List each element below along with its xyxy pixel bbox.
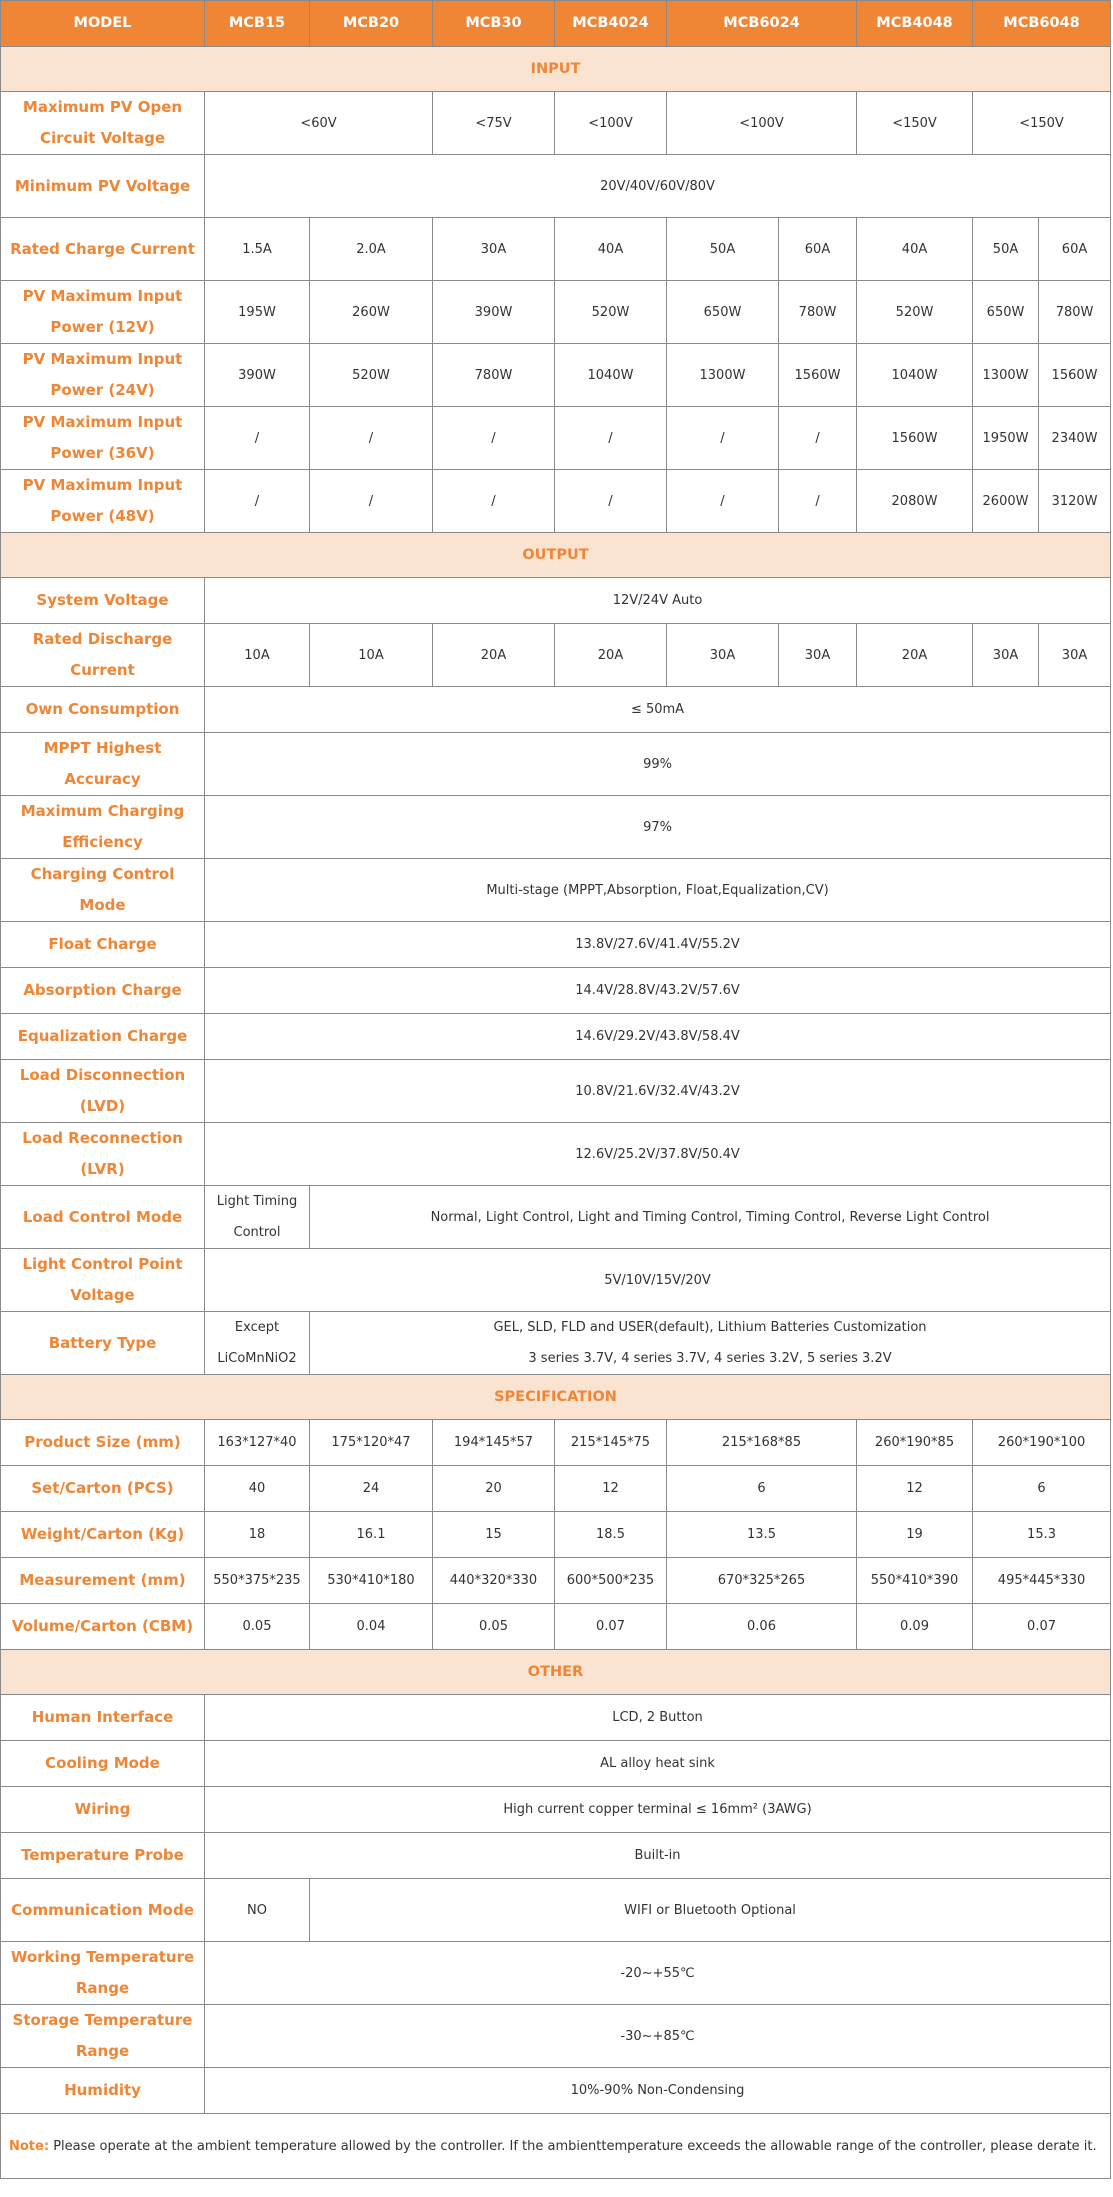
cell: 15 bbox=[433, 1512, 555, 1558]
cell: 1.5A bbox=[205, 218, 310, 281]
section-output bbox=[1, 533, 1111, 578]
cell: 600*500*235 bbox=[555, 1558, 667, 1604]
section-title: SPECIFICATION bbox=[1, 1375, 1111, 1420]
cell: 30A bbox=[973, 624, 1039, 687]
cell: 10A bbox=[310, 624, 433, 687]
cell: 1040W bbox=[857, 344, 973, 407]
cell: 97% bbox=[205, 796, 1111, 859]
row-rated-discharge bbox=[1, 624, 1111, 687]
row-lvr bbox=[1, 1123, 1111, 1186]
cell: 10.8V/21.6V/32.4V/43.2V bbox=[205, 1060, 1111, 1123]
section-title: OUTPUT bbox=[1, 533, 1111, 578]
cell: 15.3 bbox=[973, 1512, 1111, 1558]
cell: / bbox=[779, 407, 857, 470]
row-wiring bbox=[1, 1787, 1111, 1833]
row-label: Maximum Charging Efficiency bbox=[1, 796, 205, 859]
row-label: MPPT Highest Accuracy bbox=[1, 733, 205, 796]
cell: 0.07 bbox=[973, 1604, 1111, 1650]
row-pv-max-12v bbox=[1, 281, 1111, 344]
cell: 12 bbox=[555, 1466, 667, 1512]
cell: 2340W bbox=[1039, 407, 1111, 470]
row-set-carton bbox=[1, 1466, 1111, 1512]
row-label: Weight/Carton (Kg) bbox=[1, 1512, 205, 1558]
row-working-temp bbox=[1, 1942, 1111, 2005]
cell: 520W bbox=[555, 281, 667, 344]
row-label: Set/Carton (PCS) bbox=[1, 1466, 205, 1512]
model-mcb20: MCB20 bbox=[310, 1, 433, 47]
cell: 1300W bbox=[667, 344, 779, 407]
row-label: System Voltage bbox=[1, 578, 205, 624]
cell: 30A bbox=[1039, 624, 1111, 687]
row-pv-max-36v bbox=[1, 407, 1111, 470]
cell: 6 bbox=[667, 1466, 857, 1512]
cell: 50A bbox=[973, 218, 1039, 281]
cell: / bbox=[205, 407, 310, 470]
cell: <60V bbox=[205, 92, 433, 155]
row-storage-temp bbox=[1, 2005, 1111, 2068]
cell: ≤ 50mA bbox=[205, 687, 1111, 733]
row-measurement bbox=[1, 1558, 1111, 1604]
cell: 550*375*235 bbox=[205, 1558, 310, 1604]
note-text: Please operate at the ambient temperature allowed by the controller. If the ambienttemperature exceeds the allowable range of the controller, please derate it. bbox=[53, 2138, 1097, 2154]
row-lvd bbox=[1, 1060, 1111, 1123]
cell: 1560W bbox=[857, 407, 973, 470]
row-cooling-mode bbox=[1, 1741, 1111, 1787]
section-specification bbox=[1, 1375, 1111, 1420]
cell: Built-in bbox=[205, 1833, 1111, 1879]
cell: 530*410*180 bbox=[310, 1558, 433, 1604]
note-cell bbox=[1, 2114, 1111, 2179]
cell: LCD, 2 Button bbox=[205, 1695, 1111, 1741]
cell: 12.6V/25.2V/37.8V/50.4V bbox=[205, 1123, 1111, 1186]
cell: 20A bbox=[433, 624, 555, 687]
cell: 14.4V/28.8V/43.2V/57.6V bbox=[205, 968, 1111, 1014]
cell: 780W bbox=[1039, 281, 1111, 344]
cell: / bbox=[555, 470, 667, 533]
row-equalization-charge bbox=[1, 1014, 1111, 1060]
cell: 194*145*57 bbox=[433, 1420, 555, 1466]
row-charging-mode bbox=[1, 859, 1111, 922]
cell: 13.5 bbox=[667, 1512, 857, 1558]
model-mcb6048: MCB6048 bbox=[973, 1, 1111, 47]
row-absorption-charge bbox=[1, 968, 1111, 1014]
cell: 520W bbox=[310, 344, 433, 407]
section-title: INPUT bbox=[1, 47, 1111, 92]
cell: 5V/10V/15V/20V bbox=[205, 1249, 1111, 1312]
cell: 20A bbox=[555, 624, 667, 687]
row-humidity bbox=[1, 2068, 1111, 2114]
cell: / bbox=[555, 407, 667, 470]
row-label: Working Temperature Range bbox=[1, 1942, 205, 2005]
cell: 30A bbox=[779, 624, 857, 687]
row-label: Measurement (mm) bbox=[1, 1558, 205, 1604]
row-min-pv bbox=[1, 155, 1111, 218]
cell: / bbox=[433, 407, 555, 470]
section-title: OTHER bbox=[1, 1650, 1111, 1695]
row-label: Float Charge bbox=[1, 922, 205, 968]
row-label: Light Control Point Voltage bbox=[1, 1249, 205, 1312]
cell: <75V bbox=[433, 92, 555, 155]
cell: 260*190*85 bbox=[857, 1420, 973, 1466]
cell: 780W bbox=[779, 281, 857, 344]
cell: 20V/40V/60V/80V bbox=[205, 155, 1111, 218]
row-label: Volume/Carton (CBM) bbox=[1, 1604, 205, 1650]
row-label: Own Consumption bbox=[1, 687, 205, 733]
cell: 6 bbox=[973, 1466, 1111, 1512]
row-label: Wiring bbox=[1, 1787, 205, 1833]
cell: 24 bbox=[310, 1466, 433, 1512]
row-communication bbox=[1, 1879, 1111, 1942]
note-label: Note: bbox=[9, 2138, 50, 2154]
row-label: Maximum PV Open Circuit Voltage bbox=[1, 92, 205, 155]
cell: 0.05 bbox=[433, 1604, 555, 1650]
note-row bbox=[1, 2114, 1111, 2179]
row-label: Load Control Mode bbox=[1, 1186, 205, 1249]
cell: 0.04 bbox=[310, 1604, 433, 1650]
cell: 495*445*330 bbox=[973, 1558, 1111, 1604]
cell: 50A bbox=[667, 218, 779, 281]
cell: 195W bbox=[205, 281, 310, 344]
cell: 60A bbox=[1039, 218, 1111, 281]
row-label: PV Maximum Input Power (36V) bbox=[1, 407, 205, 470]
row-label: Cooling Mode bbox=[1, 1741, 205, 1787]
cell: High current copper terminal ≤ 16mm² (3AWG) bbox=[205, 1787, 1111, 1833]
cell: AL alloy heat sink bbox=[205, 1741, 1111, 1787]
row-label: Battery Type bbox=[1, 1312, 205, 1375]
section-other bbox=[1, 1650, 1111, 1695]
header-row bbox=[1, 1, 1111, 47]
cell: 390W bbox=[433, 281, 555, 344]
cell: 1300W bbox=[973, 344, 1039, 407]
row-label: PV Maximum Input Power (12V) bbox=[1, 281, 205, 344]
row-max-pv-open bbox=[1, 92, 1111, 155]
row-label: Absorption Charge bbox=[1, 968, 205, 1014]
row-own-consumption bbox=[1, 687, 1111, 733]
row-volume-carton bbox=[1, 1604, 1111, 1650]
row-label: Charging Control Mode bbox=[1, 859, 205, 922]
cell: 650W bbox=[973, 281, 1039, 344]
row-system-voltage bbox=[1, 578, 1111, 624]
row-label: Equalization Charge bbox=[1, 1014, 205, 1060]
cell: 20A bbox=[857, 624, 973, 687]
cell: 40A bbox=[857, 218, 973, 281]
cell: 18.5 bbox=[555, 1512, 667, 1558]
cell: 2600W bbox=[973, 470, 1039, 533]
row-label: Load Reconnection (LVR) bbox=[1, 1123, 205, 1186]
cell: 650W bbox=[667, 281, 779, 344]
cell: 19 bbox=[857, 1512, 973, 1558]
cell: 440*320*330 bbox=[433, 1558, 555, 1604]
cell: 1560W bbox=[1039, 344, 1111, 407]
cell: 1560W bbox=[779, 344, 857, 407]
row-label: Human Interface bbox=[1, 1695, 205, 1741]
cell: 16.1 bbox=[310, 1512, 433, 1558]
section-input bbox=[1, 47, 1111, 92]
row-battery-type bbox=[1, 1312, 1111, 1375]
cell: NO bbox=[205, 1879, 310, 1942]
row-load-control bbox=[1, 1186, 1111, 1249]
cell: 520W bbox=[857, 281, 973, 344]
cell: 175*120*47 bbox=[310, 1420, 433, 1466]
row-human-interface bbox=[1, 1695, 1111, 1741]
row-label: Load Disconnection (LVD) bbox=[1, 1060, 205, 1123]
row-product-size bbox=[1, 1420, 1111, 1466]
row-label: Minimum PV Voltage bbox=[1, 155, 205, 218]
row-light-point bbox=[1, 1249, 1111, 1312]
cell: 215*168*85 bbox=[667, 1420, 857, 1466]
cell: 0.06 bbox=[667, 1604, 857, 1650]
cell: 20 bbox=[433, 1466, 555, 1512]
cell: 670*325*265 bbox=[667, 1558, 857, 1604]
cell: 30A bbox=[667, 624, 779, 687]
cell: WIFI or Bluetooth Optional bbox=[310, 1879, 1111, 1942]
cell: 2080W bbox=[857, 470, 973, 533]
cell: / bbox=[667, 470, 779, 533]
row-pv-max-24v bbox=[1, 344, 1111, 407]
cell: Light Timing Control bbox=[205, 1186, 310, 1249]
cell: / bbox=[205, 470, 310, 533]
row-label: Humidity bbox=[1, 2068, 205, 2114]
cell: <100V bbox=[667, 92, 857, 155]
cell: 390W bbox=[205, 344, 310, 407]
cell: 0.07 bbox=[555, 1604, 667, 1650]
row-mppt-accuracy bbox=[1, 733, 1111, 796]
cell: 0.09 bbox=[857, 1604, 973, 1650]
cell: 13.8V/27.6V/41.4V/55.2V bbox=[205, 922, 1111, 968]
row-pv-max-48v bbox=[1, 470, 1111, 533]
model-mcb30: MCB30 bbox=[433, 1, 555, 47]
cell: -30~+85℃ bbox=[205, 2005, 1111, 2068]
row-label: Product Size (mm) bbox=[1, 1420, 205, 1466]
cell: / bbox=[667, 407, 779, 470]
row-label: PV Maximum Input Power (24V) bbox=[1, 344, 205, 407]
cell: 10A bbox=[205, 624, 310, 687]
row-label: Temperature Probe bbox=[1, 1833, 205, 1879]
cell: 99% bbox=[205, 733, 1111, 796]
cell: 0.05 bbox=[205, 1604, 310, 1650]
cell: <100V bbox=[555, 92, 667, 155]
model-mcb4024: MCB4024 bbox=[555, 1, 667, 47]
row-weight-carton bbox=[1, 1512, 1111, 1558]
cell: <150V bbox=[857, 92, 973, 155]
cell: 14.6V/29.2V/43.8V/58.4V bbox=[205, 1014, 1111, 1060]
row-label: Rated Discharge Current bbox=[1, 624, 205, 687]
cell: 40 bbox=[205, 1466, 310, 1512]
row-temp-probe bbox=[1, 1833, 1111, 1879]
row-max-efficiency bbox=[1, 796, 1111, 859]
cell: / bbox=[310, 407, 433, 470]
row-label: Communication Mode bbox=[1, 1879, 205, 1942]
cell: Except LiCoMnNiO2 bbox=[205, 1312, 310, 1375]
cell: 3120W bbox=[1039, 470, 1111, 533]
cell: 163*127*40 bbox=[205, 1420, 310, 1466]
cell: GEL, SLD, FLD and USER(default), Lithium Batteries Customization 3 series 3.7V, 4 series 3.7V, 4 series 3.2V, 5 series 3.2V bbox=[310, 1312, 1111, 1375]
cell: 30A bbox=[433, 218, 555, 281]
cell: 40A bbox=[555, 218, 667, 281]
model-mcb4048: MCB4048 bbox=[857, 1, 973, 47]
cell: 215*145*75 bbox=[555, 1420, 667, 1466]
cell: 260W bbox=[310, 281, 433, 344]
model-mcb15: MCB15 bbox=[205, 1, 310, 47]
cell: 550*410*390 bbox=[857, 1558, 973, 1604]
row-label: PV Maximum Input Power (48V) bbox=[1, 470, 205, 533]
cell: -20~+55℃ bbox=[205, 1942, 1111, 2005]
cell: 1040W bbox=[555, 344, 667, 407]
row-label: Storage Temperature Range bbox=[1, 2005, 205, 2068]
model-mcb6024: MCB6024 bbox=[667, 1, 857, 47]
row-rated-charge bbox=[1, 218, 1111, 281]
cell: Normal, Light Control, Light and Timing Control, Timing Control, Reverse Light Control bbox=[310, 1186, 1111, 1249]
cell: / bbox=[779, 470, 857, 533]
cell: Multi-stage (MPPT,Absorption, Float,Equalization,CV) bbox=[205, 859, 1111, 922]
cell: 260*190*100 bbox=[973, 1420, 1111, 1466]
cell: 1950W bbox=[973, 407, 1039, 470]
cell: <150V bbox=[973, 92, 1111, 155]
cell: 780W bbox=[433, 344, 555, 407]
row-label: Rated Charge Current bbox=[1, 218, 205, 281]
cell: 18 bbox=[205, 1512, 310, 1558]
cell: 2.0A bbox=[310, 218, 433, 281]
cell: 12V/24V Auto bbox=[205, 578, 1111, 624]
row-float-charge bbox=[1, 922, 1111, 968]
cell: / bbox=[310, 470, 433, 533]
model-header: MODEL bbox=[1, 1, 205, 47]
cell: 10%-90% Non-Condensing bbox=[205, 2068, 1111, 2114]
cell: 12 bbox=[857, 1466, 973, 1512]
cell: / bbox=[433, 470, 555, 533]
cell: 60A bbox=[779, 218, 857, 281]
